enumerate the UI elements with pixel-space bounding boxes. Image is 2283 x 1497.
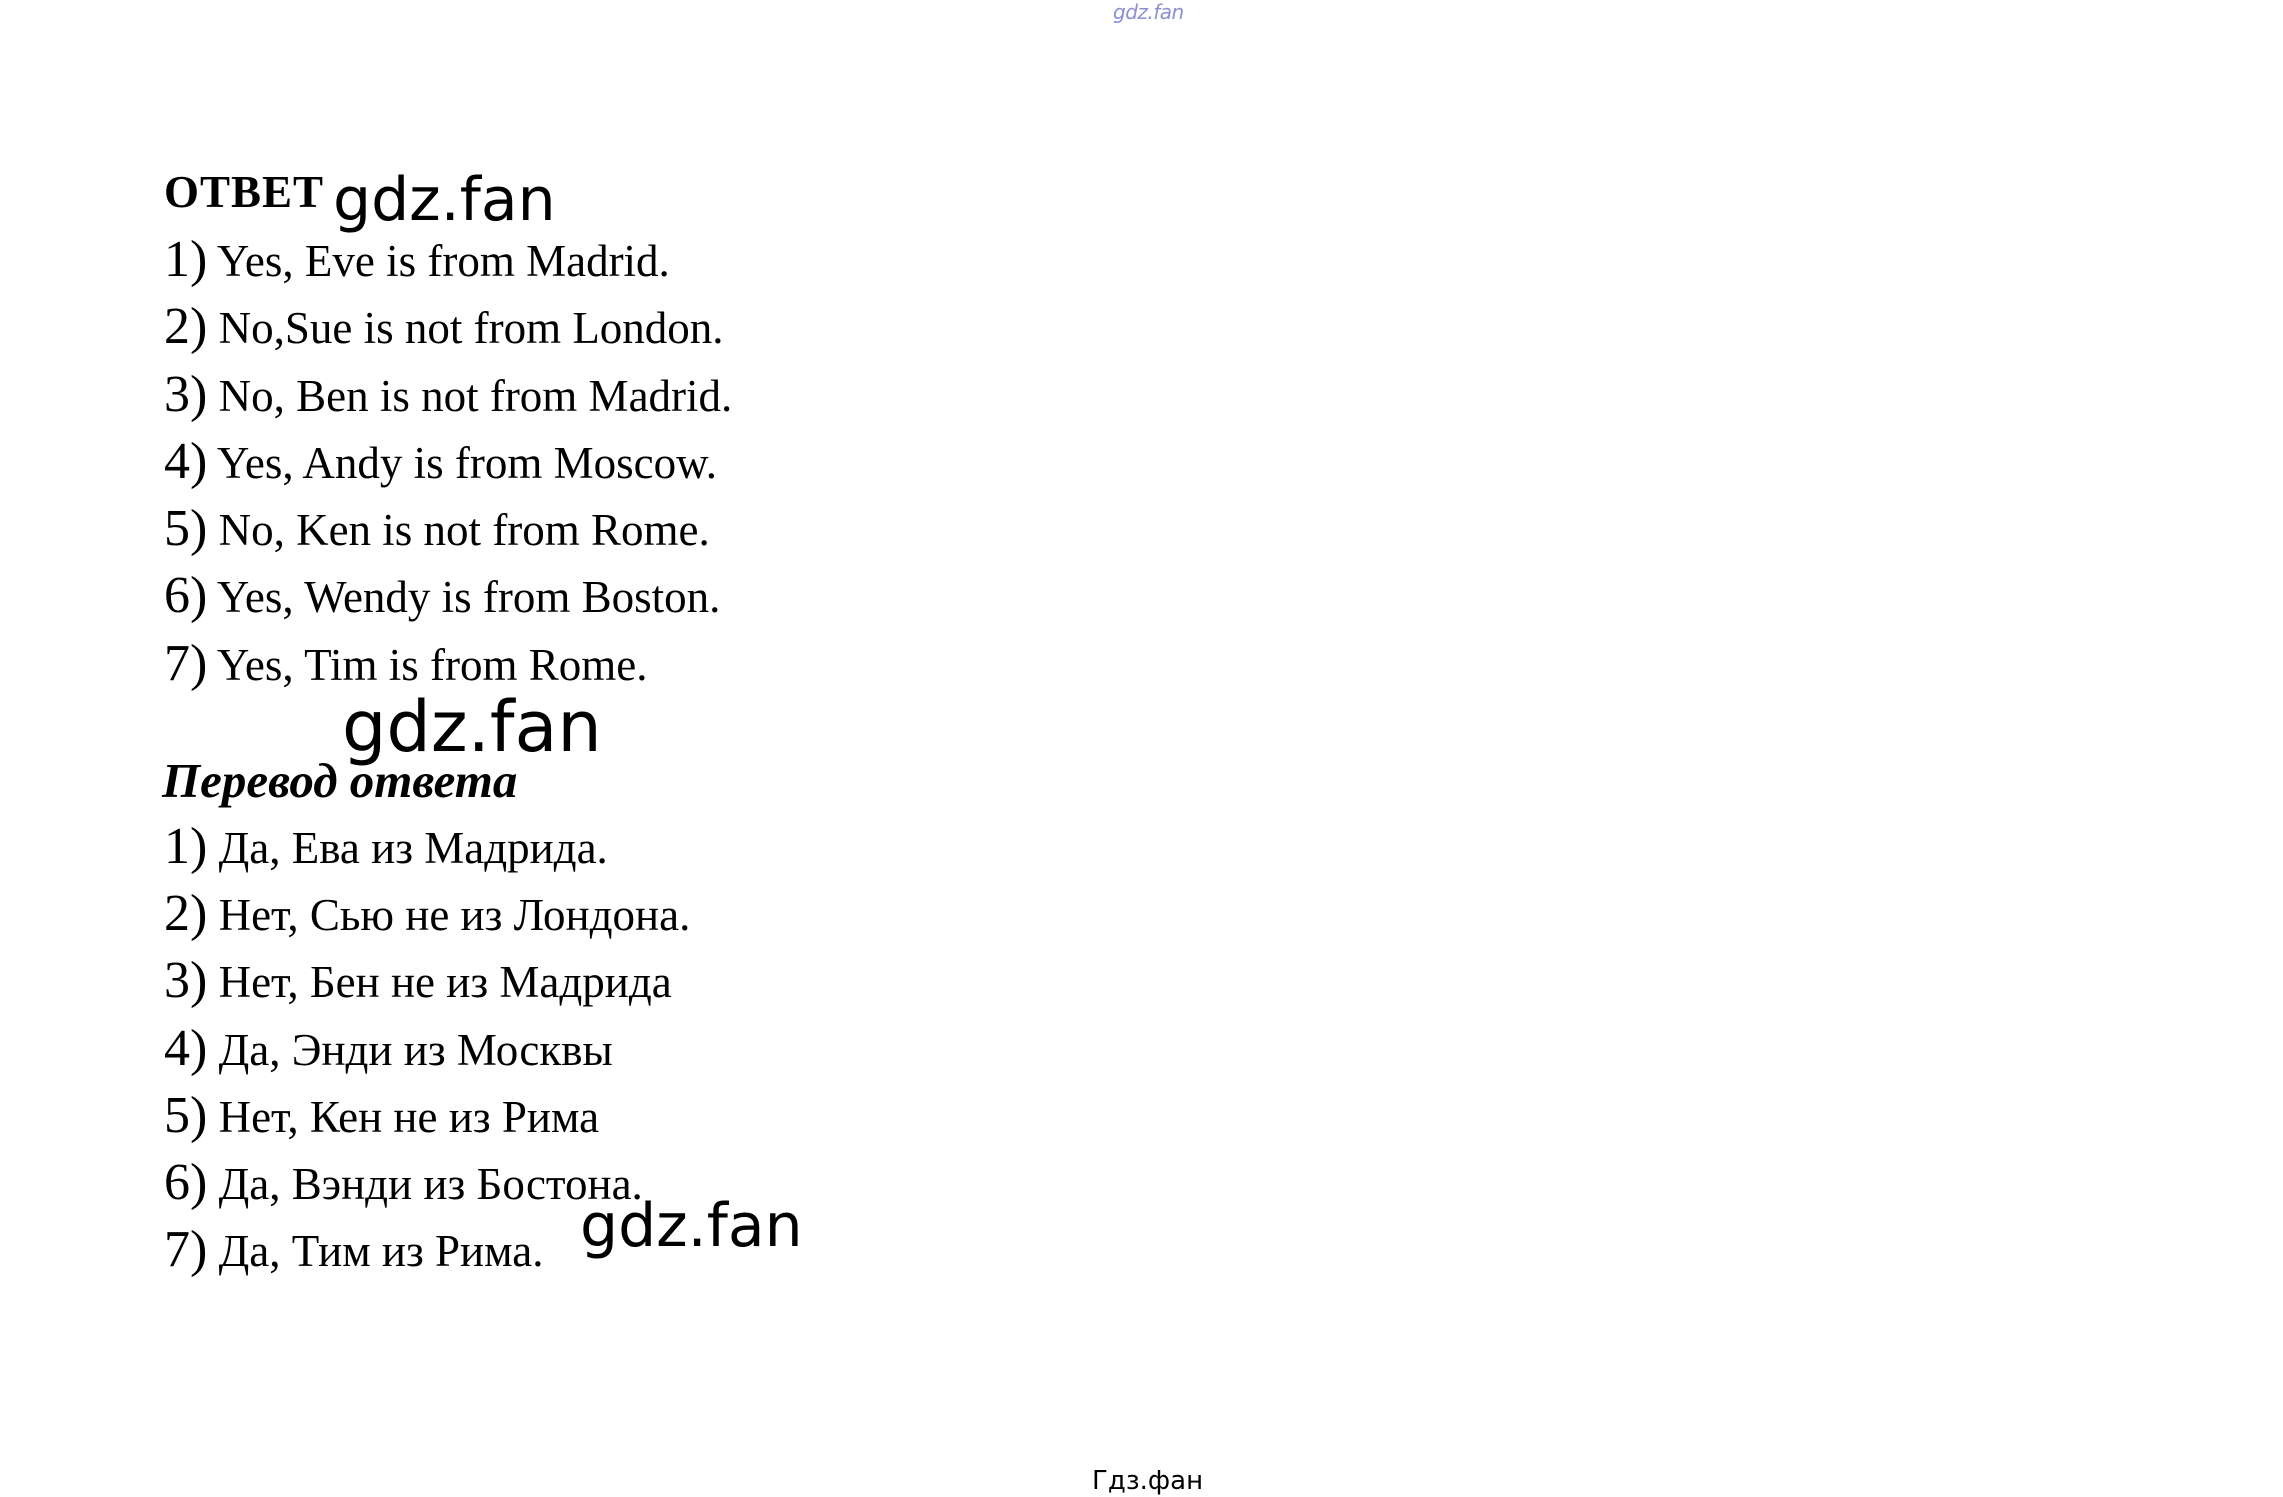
translation-number: 2): [164, 885, 208, 943]
watermark: gdz.fan: [580, 1191, 803, 1261]
watermark: gdz.fan: [333, 165, 556, 235]
answer-number: 1): [164, 231, 208, 288]
answer-text: No,Sue is not from London.: [207, 303, 724, 354]
translation-number: 5): [164, 1086, 208, 1144]
translation-number: 6): [164, 1153, 208, 1211]
answer-heading: ОТВЕТ: [164, 167, 325, 217]
translation-number: 3): [164, 952, 208, 1010]
answer-list: [164, 226, 732, 697]
answer-item: [164, 361, 732, 428]
translation-item: [164, 880, 690, 947]
answer-number: 7): [164, 634, 208, 692]
answer-number: 4): [164, 432, 208, 490]
answer-item: [164, 226, 732, 293]
answer-item: [164, 562, 732, 629]
translation-item: [164, 1082, 690, 1149]
answer-number: 6): [164, 567, 208, 625]
translation-text: Да, Энди из Москвы: [207, 1024, 613, 1075]
translation-heading: Перевод ответа: [162, 753, 518, 808]
translation-text: Нет, Сью не из Лондона.: [207, 890, 691, 941]
answer-item: [164, 495, 732, 562]
translation-number: 4): [164, 1019, 208, 1077]
footer-label: Гдз.фан: [1092, 1466, 1204, 1496]
translation-text: Нет, Кен не из Рима: [207, 1091, 600, 1142]
answer-item: [164, 428, 732, 495]
answer-text: Yes, Tim is from Rome.: [207, 639, 648, 690]
answer-text: No, Ken is not from Rome.: [207, 505, 710, 556]
translation-item: [164, 813, 690, 880]
translation-text: Да, Ева из Мадрида.: [207, 823, 608, 873]
answer-item: [164, 293, 732, 360]
answer-text: Yes, Eve is from Madrid.: [207, 236, 670, 286]
watermark: gdz.fan: [342, 686, 602, 768]
translation-text: Да, Вэнди из Бостона.: [207, 1158, 643, 1209]
answer-number: 3): [164, 365, 208, 423]
answer-number: 5): [164, 500, 208, 558]
answer-number: 2): [164, 298, 208, 356]
answer-text: Yes, Andy is from Moscow.: [207, 437, 717, 488]
translation-text: Нет, Бен не из Мадрида: [207, 957, 672, 1008]
translation-item: [164, 947, 690, 1014]
translation-number: 1): [164, 818, 208, 875]
translation-text: Да, Тим из Рима.: [207, 1226, 544, 1277]
answer-text: No, Ben is not from Madrid.: [207, 370, 733, 421]
answer-text: Yes, Wendy is from Boston.: [207, 572, 721, 623]
translation-item: [164, 1015, 690, 1082]
translation-number: 7): [164, 1221, 208, 1279]
top-watermark: gdz.fan: [1113, 0, 1184, 24]
